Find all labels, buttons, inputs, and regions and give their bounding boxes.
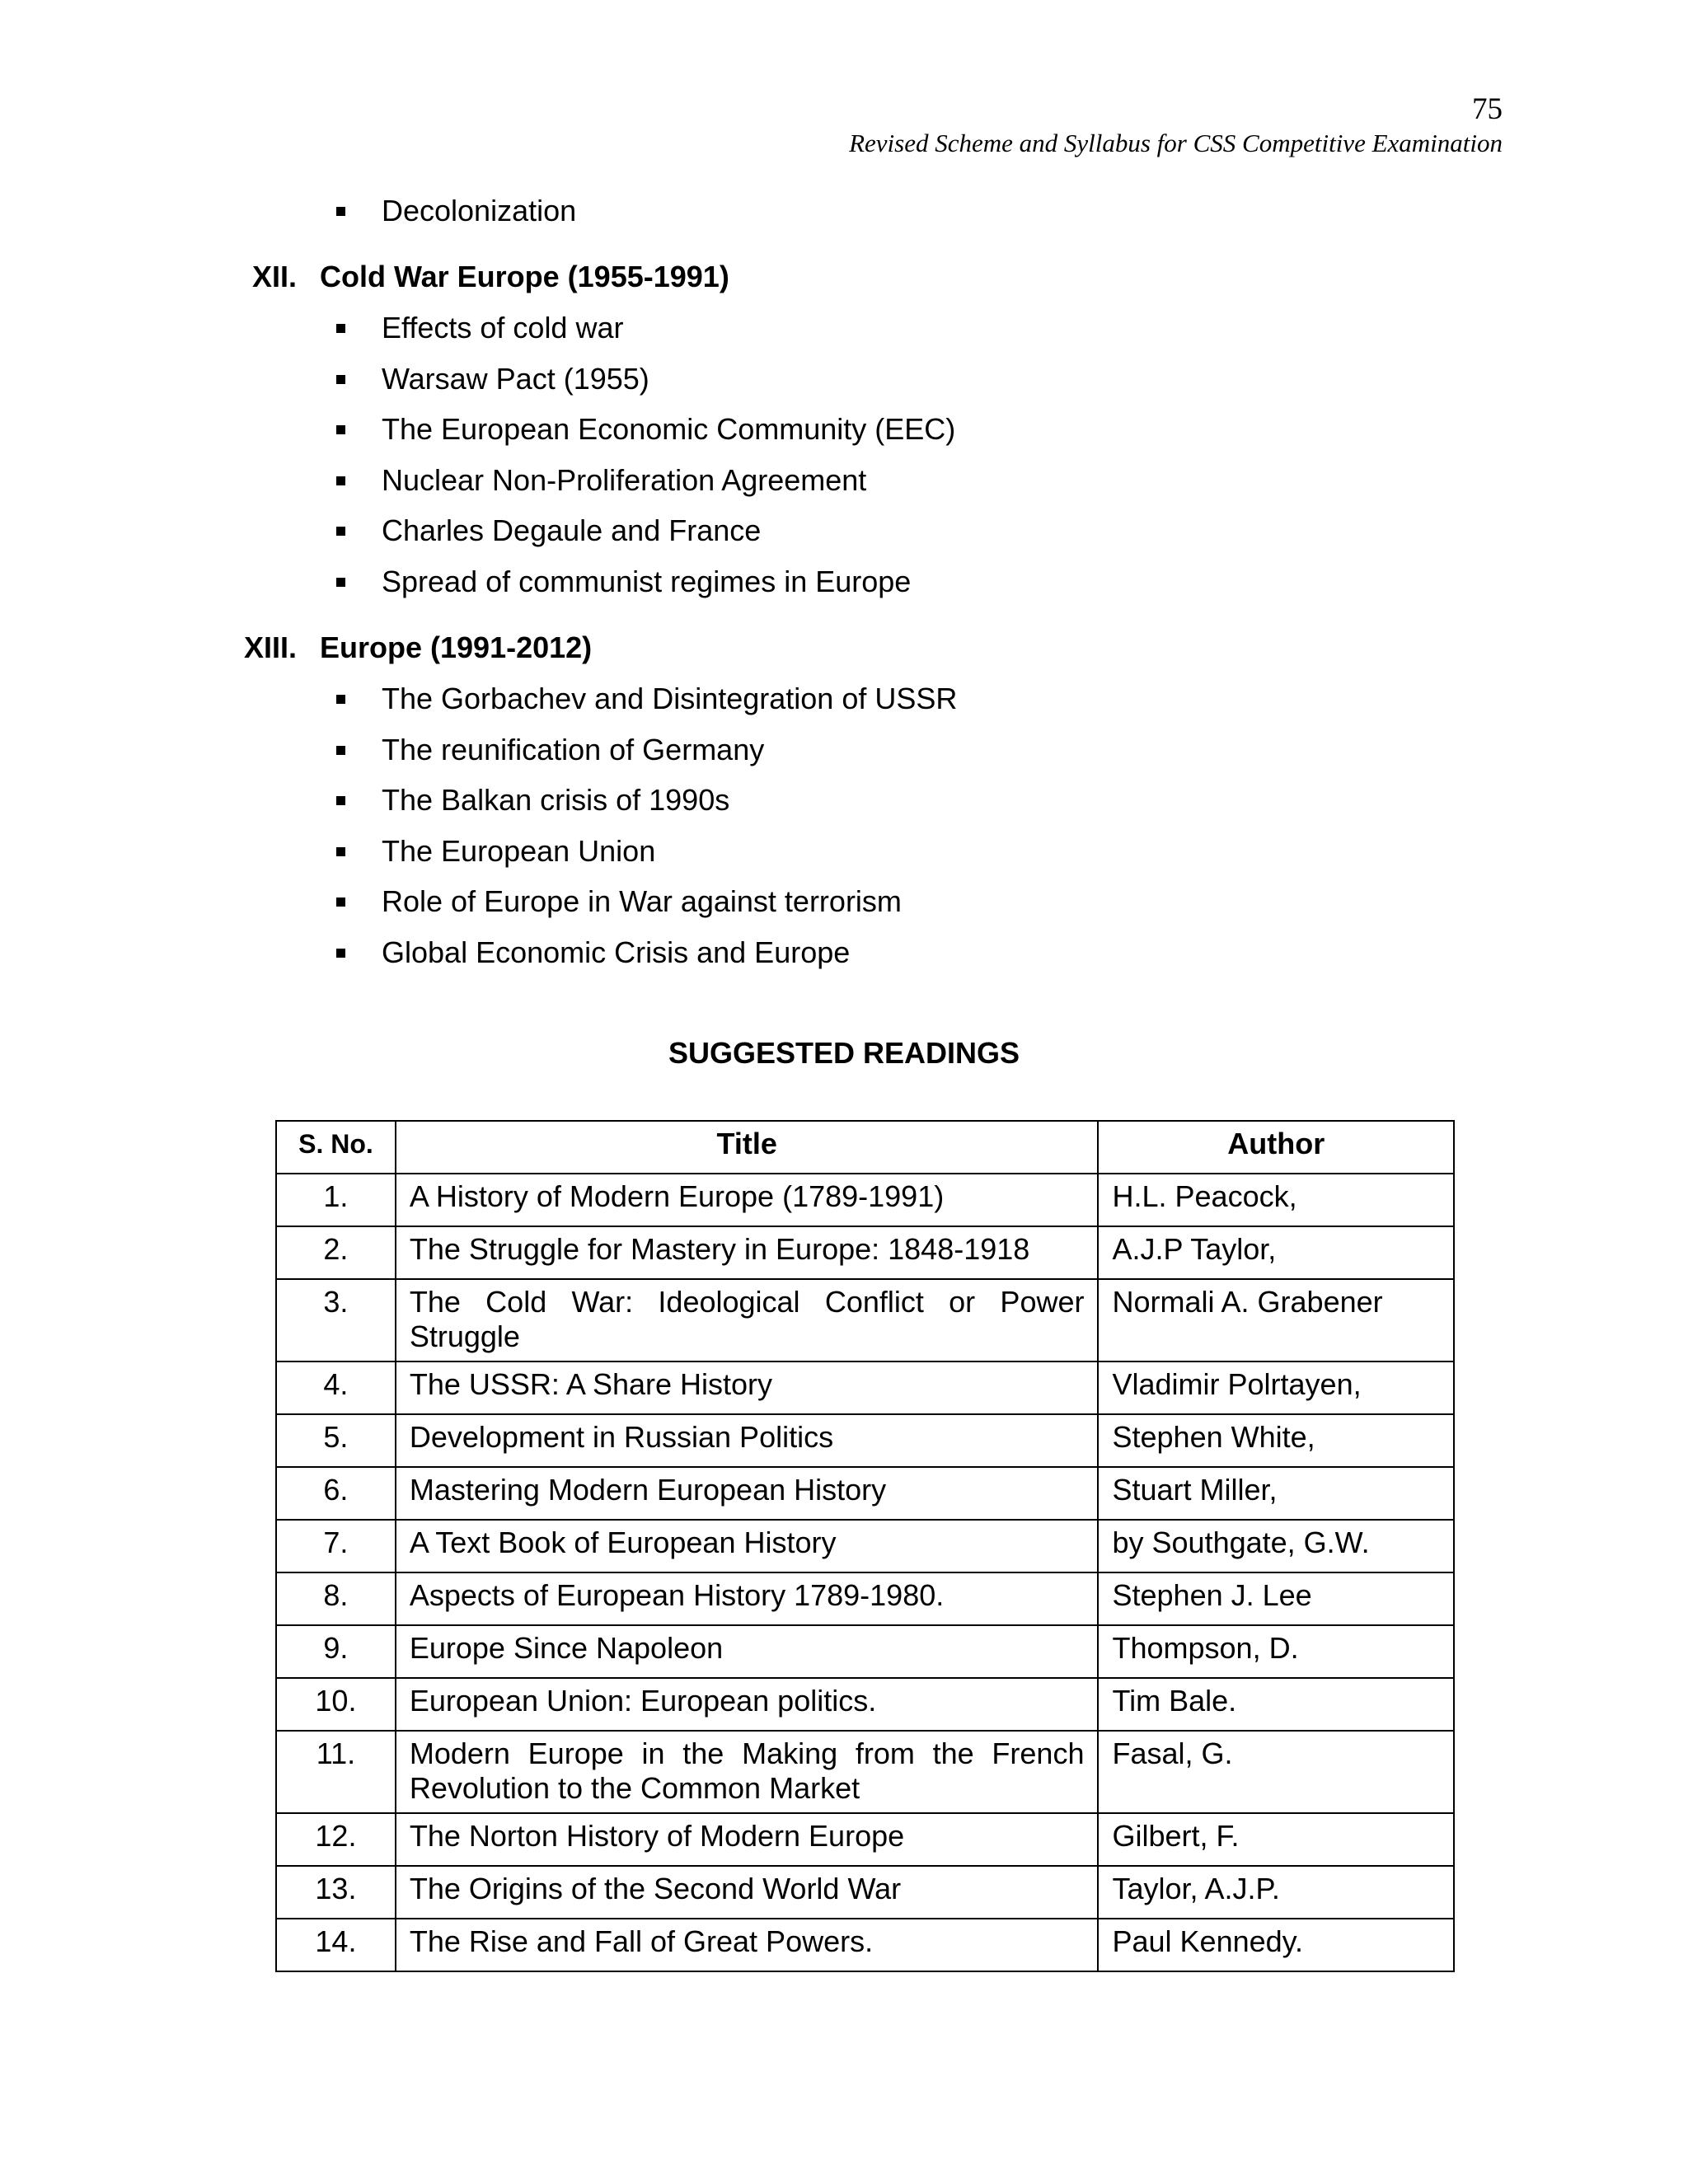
square-bullet-icon bbox=[336, 695, 345, 704]
list-item-text: Nuclear Non-Proliferation Agreement bbox=[382, 462, 867, 497]
cell-sno: 13. bbox=[276, 1866, 396, 1919]
cell-author: by Southgate, G.W. bbox=[1098, 1520, 1454, 1572]
table-row bbox=[276, 1226, 1454, 1279]
list-item bbox=[336, 413, 955, 464]
cell-author: Gilbert, F. bbox=[1098, 1813, 1454, 1866]
cell-author: Taylor, A.J.P. bbox=[1098, 1866, 1454, 1919]
list-item-text: Effects of cold war bbox=[382, 311, 624, 344]
table-row bbox=[276, 1678, 1454, 1731]
section-heading-xii bbox=[251, 260, 729, 293]
cell-author: Vladimir Polrtayen, bbox=[1098, 1361, 1454, 1414]
list-item bbox=[336, 312, 955, 363]
table-row bbox=[276, 1625, 1454, 1678]
table-row bbox=[276, 1866, 1454, 1919]
square-bullet-icon bbox=[336, 527, 345, 536]
cell-sno: 12. bbox=[276, 1813, 396, 1866]
cell-sno: 11. bbox=[276, 1731, 396, 1813]
cell-sno: 4. bbox=[276, 1361, 396, 1414]
cell-author: Stephen J. Lee bbox=[1098, 1572, 1454, 1625]
list-item bbox=[336, 363, 955, 414]
cell-title: Modern Europe in the Making from the French Revolution to the Common Market bbox=[396, 1731, 1099, 1813]
square-bullet-icon bbox=[336, 847, 345, 856]
list-item-text: Global Economic Crisis and Europe bbox=[382, 935, 851, 969]
cell-sno: 2. bbox=[276, 1226, 396, 1279]
square-bullet-icon bbox=[336, 949, 345, 958]
section-xiii-list bbox=[336, 682, 957, 987]
cell-title: The Norton History of Modern Europe bbox=[396, 1813, 1099, 1866]
list-item-text: The Gorbachev and Disintegration of USSR bbox=[382, 682, 958, 715]
cell-author: Stephen White, bbox=[1098, 1414, 1454, 1467]
section-heading-xiii bbox=[243, 630, 593, 664]
cell-title: The USSR: A Share History bbox=[396, 1361, 1099, 1414]
cell-sno: 5. bbox=[276, 1414, 396, 1467]
table-row bbox=[276, 1919, 1454, 1971]
cell-title: The Origins of the Second World War bbox=[396, 1866, 1099, 1919]
cell-title: A Text Book of European History bbox=[396, 1520, 1099, 1572]
table-row bbox=[276, 1279, 1454, 1361]
section-title: Cold War Europe (1955-1991) bbox=[320, 260, 729, 293]
section-numeral: XII. bbox=[251, 260, 297, 293]
cell-sno: 9. bbox=[276, 1625, 396, 1678]
cell-sno: 14. bbox=[276, 1919, 396, 1971]
list-item-text: The Balkan crisis of 1990s bbox=[382, 783, 730, 817]
cell-title: Europe Since Napoleon bbox=[396, 1625, 1099, 1678]
list-item bbox=[336, 194, 576, 246]
table-row bbox=[276, 1467, 1454, 1520]
list-item-text: The reunification of Germany bbox=[382, 732, 765, 766]
cell-author: A.J.P Taylor, bbox=[1098, 1226, 1454, 1279]
cell-author: Normali A. Grabener bbox=[1098, 1279, 1454, 1361]
table-row bbox=[276, 1414, 1454, 1467]
cell-title: Development in Russian Politics bbox=[396, 1414, 1099, 1467]
cell-title: Aspects of European History 1789-1980. bbox=[396, 1572, 1099, 1625]
cell-author: Stuart Miller, bbox=[1098, 1467, 1454, 1520]
cell-sno: 3. bbox=[276, 1279, 396, 1361]
cell-sno: 8. bbox=[276, 1572, 396, 1625]
table-row bbox=[276, 1174, 1454, 1226]
table-row bbox=[276, 1361, 1454, 1414]
cell-title: A History of Modern Europe (1789-1991) bbox=[396, 1174, 1099, 1226]
column-header-author: Author bbox=[1098, 1121, 1454, 1174]
table-row bbox=[276, 1520, 1454, 1572]
list-item bbox=[336, 464, 955, 515]
list-item-text: Spread of communist regimes in Europe bbox=[382, 564, 912, 598]
list-item bbox=[336, 784, 957, 835]
list-item-text: The European Union bbox=[382, 833, 656, 868]
table-row bbox=[276, 1813, 1454, 1866]
page-number: 75 bbox=[1472, 92, 1503, 126]
running-title: Revised Scheme and Syllabus for CSS Competitive Examination bbox=[849, 129, 1503, 157]
column-header-sno: S. No. bbox=[276, 1121, 396, 1174]
list-item bbox=[336, 565, 955, 616]
cell-sno: 1. bbox=[276, 1174, 396, 1226]
list-item-text: Warsaw Pact (1955) bbox=[382, 361, 649, 396]
table-header-row bbox=[276, 1121, 1454, 1174]
square-bullet-icon bbox=[336, 796, 345, 805]
list-item-text: Role of Europe in War against terrorism bbox=[382, 884, 902, 918]
cell-sno: 7. bbox=[276, 1520, 396, 1572]
cell-author: H.L. Peacock, bbox=[1098, 1174, 1454, 1226]
list-item bbox=[336, 936, 957, 987]
list-item bbox=[336, 733, 957, 785]
list-item-text: Decolonization bbox=[382, 194, 577, 227]
cell-title: The Struggle for Mastery in Europe: 1848-1918 bbox=[396, 1226, 1099, 1279]
cell-author: Tim Bale. bbox=[1098, 1678, 1454, 1731]
cell-sno: 10. bbox=[276, 1678, 396, 1731]
square-bullet-icon bbox=[336, 207, 345, 216]
cell-title: The Cold War: Ideological Conflict or Power Struggle bbox=[396, 1279, 1099, 1361]
list-item bbox=[336, 682, 957, 733]
square-bullet-icon bbox=[336, 746, 345, 755]
cell-title: Mastering Modern European History bbox=[396, 1467, 1099, 1520]
carryover-list bbox=[336, 194, 576, 246]
cell-title: The Rise and Fall of Great Powers. bbox=[396, 1919, 1099, 1971]
list-item bbox=[336, 885, 957, 936]
section-title: Europe (1991-2012) bbox=[320, 630, 593, 664]
column-header-title: Title bbox=[396, 1121, 1099, 1174]
square-bullet-icon bbox=[336, 476, 345, 485]
square-bullet-icon bbox=[336, 375, 345, 384]
cell-author: Paul Kennedy. bbox=[1098, 1919, 1454, 1971]
cell-title: European Union: European politics. bbox=[396, 1678, 1099, 1731]
section-numeral: XIII. bbox=[243, 630, 297, 664]
readings-heading: SUGGESTED READINGS bbox=[668, 1036, 1020, 1070]
table-row bbox=[276, 1572, 1454, 1625]
table-row bbox=[276, 1731, 1454, 1813]
square-bullet-icon bbox=[336, 324, 345, 333]
list-item-text: Charles Degaule and France bbox=[382, 513, 762, 547]
cell-author: Fasal, G. bbox=[1098, 1731, 1454, 1813]
page-header bbox=[849, 92, 1503, 160]
cell-sno: 6. bbox=[276, 1467, 396, 1520]
section-xii-list bbox=[336, 312, 955, 616]
square-bullet-icon bbox=[336, 425, 345, 434]
square-bullet-icon bbox=[336, 578, 345, 587]
list-item bbox=[336, 835, 957, 886]
list-item bbox=[336, 514, 955, 565]
cell-author: Thompson, D. bbox=[1098, 1625, 1454, 1678]
list-item-text: The European Economic Community (EEC) bbox=[382, 412, 956, 446]
square-bullet-icon bbox=[336, 898, 345, 907]
readings-table bbox=[275, 1120, 1455, 1972]
